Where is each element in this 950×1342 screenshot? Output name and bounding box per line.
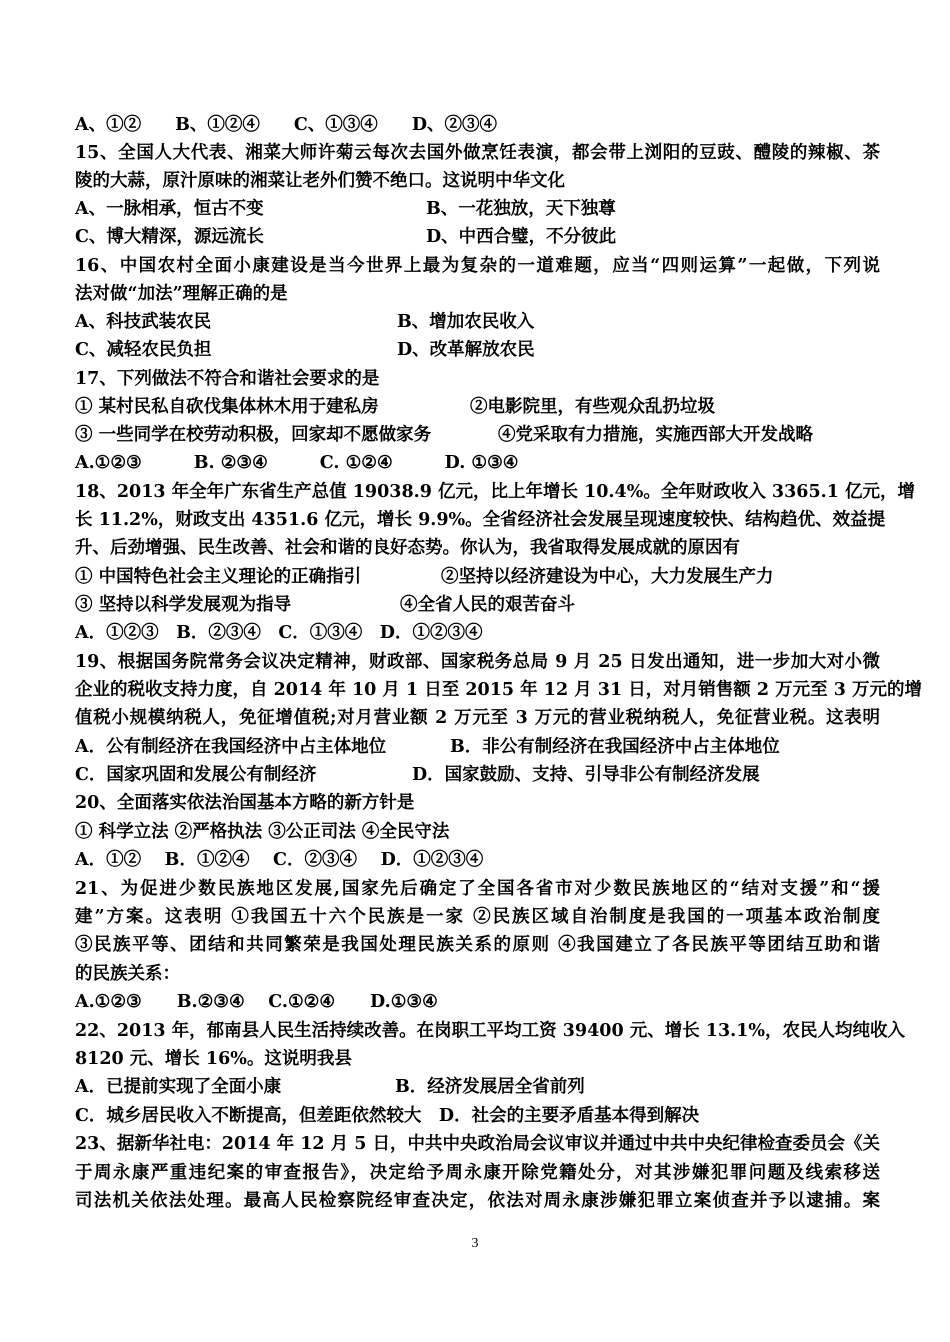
q22-option-a: A．已提前实现了全面小康 [75,1077,282,1097]
q15-stem-line1: 15、全国人大代表、湘菜大师许菊云每次去国外做烹饪表演，都会带上浏阳的豆豉、醴陵的辣椒、茶 [75,143,880,163]
q16-option-a: A、科技武装农民 [75,312,212,332]
q23-stem-line2: 于周永康严重违纪案的审查报告》，决定给予周永康开除党籍处分，对其涉嫌犯罪问题及线索移送 [75,1163,880,1183]
q14-options [75,113,497,137]
option-d: D、②③④ [411,115,497,135]
q19-option-b: B．非公有制经济在我国经济中占主体地位 [450,737,780,757]
q22-stem-line1: 22、2013 年，郁南县人民生活持续改善。在岗职工平均工资 39400 元、增长 13.1%，农民人均纯收入 [75,1021,906,1041]
q22-option-b: B．经济发展居全省前列 [395,1077,585,1097]
q17-item-2: ②电影院里，有些观众乱扔垃圾 [470,397,715,417]
page-number: 3 [471,1236,479,1251]
q17-item-4: ④党采取有力措施，实施西部大开发战略 [498,425,813,445]
q16-stem-line1: 16、中国农村全面小康建设是当今世界上最为复杂的一道难题，应当“四则运算”一起做，下列说 [75,256,880,276]
option-c: C、①③④ [293,115,378,135]
q18-item-2: ②坚持以经济建设为中心，大力发展生产力 [441,567,774,587]
q22-stem-line2: 8120 元、增长 16%。这说明我县 [75,1049,352,1069]
q21-stem-line2: 建”方案。这表明 ①我国五十六个民族是一家 ②民族区域自治制度是我国的一项基本政治制度 [75,907,880,927]
q16-option-c: C、减轻农民负担 [75,340,212,360]
q19-option-a: A．公有制经济在我国经济中占主体地位 [75,737,387,757]
q19-option-c: C．国家巩固和发展公有制经济 [75,765,317,785]
q21-stem-line4: 的民族关系： [75,964,180,984]
q18-stem-line1: 18、2013 年全年广东省生产总值 19038.9 亿元，比上年增长 10.4%。全年财政收入 3365.1 亿元，增 [75,482,915,502]
q15-stem-line2: 陵的大蒜，原汁原味的湘菜让老外们赞不绝口。这说明中华文化 [75,171,565,191]
q21-stem-line1: 21、为促进少数民族地区发展,国家先后确定了全国各省市对少数民族地区的“结对支援”和“援 [75,879,880,899]
q20-options: A．①② B．①②④ C．②③④ D．①②③④ [75,850,484,870]
q18-item-1: ① 中国特色社会主义理论的正确指引 [75,567,362,587]
q18-options: A．①②③ B．②③④ C．①③④ D．①②③④ [75,623,483,643]
q18-item-4: ④全省人民的艰苦奋斗 [400,595,575,615]
option-a: A.①②③ [75,453,142,473]
option-a: A、①② [75,115,142,135]
q20-items: ① 科学立法 ②严格执法 ③公正司法 ④全民守法 [75,822,450,842]
q21-options: A.①②③ B.②③④ C.①②④ D.①③④ [75,992,438,1012]
q15-option-a: A、一脉相承，恒古不变 [75,199,264,219]
q19-stem-line1: 19、根据国务院常务会议决定精神，财政部、国家税务总局 9 月 25 日发出通知，进一步加大对小微 [75,652,880,672]
q17-stem: 17、下列做法不符合和谐社会要求的是 [75,369,380,389]
q15-option-d: D、中西合璧，不分彼此 [426,227,617,247]
q18-item-3: ③ 坚持以科学发展观为指导 [75,595,292,615]
q20-stem: 20、全面落实依法治国基本方略的新方针是 [75,793,415,813]
option-d: D. ①③④ [444,453,519,473]
q19-stem-line2: 企业的税收支持力度，自 2014 年 10 月 1 日至 2015 年 12 月 31 日，对月销售额 2 万元至 3 万元的增 [75,680,922,700]
option-b: B. ②③④ [193,453,268,473]
q23-stem-line1: 23、据新华社电：2014 年 12 月 5 日，中共中央政治局会议审议并通过中共中央纪律检查委员会《关 [75,1134,881,1154]
q16-option-d: D、改革解放农民 [397,340,535,360]
q17-options [75,451,518,475]
q16-option-b: B、增加农民收入 [397,312,535,332]
q15-option-b: B、一花独放，天下独尊 [426,199,616,219]
q22-options-cd: C．城乡居民收入不断提高，但差距依然较大 D．社会的主要矛盾基本得到解决 [75,1106,700,1126]
q19-stem-line3: 值税小规模纳税人，免征增值税;对月营业额 2 万元至 3 万元的营业税纳税人，免征营业税。这表明 [75,708,880,728]
q17-item-3: ③ 一些同学在校劳动积极，回家却不愿做家务 [75,425,432,445]
q21-stem-line3: ③民族平等、团结和共同繁荣是我国处理民族关系的原则 ④我国建立了各民族平等团结互助和谐 [75,935,880,955]
q15-option-c: C、博大精深，源远流长 [75,227,264,247]
q19-option-d: D．国家鼓励、支持、引导非公有制经济发展 [412,765,760,785]
q17-item-1: ① 某村民私自砍伐集体林木用于建私房 [75,397,379,417]
option-c: C. ①②④ [319,453,393,473]
option-b: B、①②④ [175,115,260,135]
q18-stem-line3: 升、后劲增强、民生改善、社会和谐的良好态势。你认为，我省取得发展成就的原因有 [75,538,740,558]
q23-stem-line3: 司法机关依法处理。最高人民检察院经审查决定，依法对周永康涉嫌犯罪立案侦查并予以逮捕。案 [75,1191,880,1211]
q16-stem-line2: 法对做“加法”理解正确的是 [75,284,288,304]
q18-stem-line2: 长 11.2%，财政支出 4351.6 亿元，增长 9.9%。全省经济社会发展呈现速度较快、结构趋优、效益提 [75,510,886,530]
